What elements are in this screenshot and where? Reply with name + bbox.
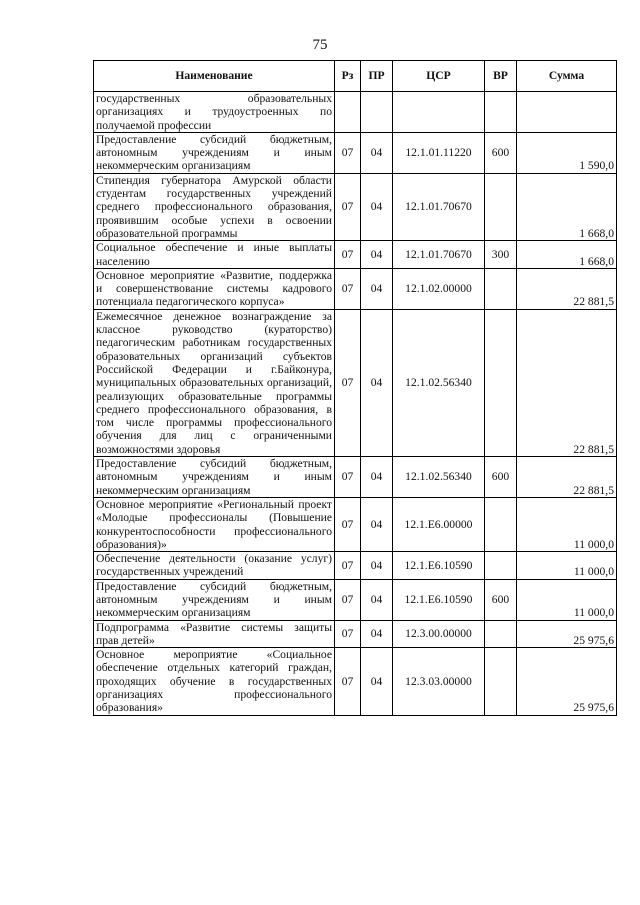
cell-name: Социальное обеспечение и иные выплаты населению: [94, 241, 335, 269]
cell-vr: [485, 173, 517, 240]
cell-csr: 12.1.E6.10590: [393, 579, 485, 620]
cell-name: Ежемесячное денежное вознаграждение за классное руководство (кураторство) педагогическим работникам государственных образовательных организаций субъектов Российской Федерации и г.Байконура, муниципальных образовательных организаций, реализующих образовательные программы среднего профессионального образования, в том числе программы профессионального обучения для лиц с ограниченными возможностями здоровья: [94, 309, 335, 456]
cell-name: Предоставление субсидий бюджетным, автономным учреждениям и иным некоммерческим организациям: [94, 132, 335, 173]
cell-pr: 04: [361, 457, 393, 498]
header-name: Наименование: [94, 61, 335, 92]
cell-pr: 04: [361, 132, 393, 173]
table-row: [94, 579, 617, 620]
cell-csr: 12.3.03.00000: [393, 648, 485, 715]
cell-name: Основное мероприятие «Развитие, поддержка и совершенствование системы кадрового потенциала педагогического корпуса»: [94, 268, 335, 309]
cell-pr: 04: [361, 620, 393, 648]
cell-name: Предоставление субсидий бюджетным, автономным учреждениям и иным некоммерческим организациям: [94, 457, 335, 498]
cell-pr: 04: [361, 268, 393, 309]
cell-sum: 11 000,0: [517, 552, 617, 580]
table-row: [94, 620, 617, 648]
cell-vr: [485, 648, 517, 715]
cell-rz: 07: [335, 241, 361, 269]
cell-sum: 25 975,6: [517, 620, 617, 648]
table-row: [94, 268, 617, 309]
header-csr: ЦСР: [393, 61, 485, 92]
cell-sum: [517, 92, 617, 133]
table-row: [94, 497, 617, 551]
cell-name: Предоставление субсидий бюджетным, автономным учреждениям и иным некоммерческим организациям: [94, 579, 335, 620]
cell-rz: 07: [335, 579, 361, 620]
cell-rz: 07: [335, 620, 361, 648]
cell-vr: [485, 92, 517, 133]
cell-rz: [335, 92, 361, 133]
cell-csr: 12.1.01.70670: [393, 241, 485, 269]
cell-csr: 12.1.E6.00000: [393, 497, 485, 551]
cell-rz: 07: [335, 268, 361, 309]
cell-vr: 600: [485, 132, 517, 173]
cell-sum: 25 975,6: [517, 648, 617, 715]
cell-name: Основное мероприятие «Социальное обеспечение отдельных категорий граждан, проходящих обучение в государственных организациях профессионального образования»: [94, 648, 335, 715]
cell-rz: 07: [335, 132, 361, 173]
cell-csr: 12.1.E6.10590: [393, 552, 485, 580]
cell-name: Обеспечение деятельности (оказание услуг) государственных учреждений: [94, 552, 335, 580]
table-row: [94, 92, 617, 133]
table-row: [94, 241, 617, 269]
cell-pr: 04: [361, 579, 393, 620]
cell-vr: [485, 309, 517, 456]
header-rz: Рз: [335, 61, 361, 92]
header-vr: ВР: [485, 61, 517, 92]
cell-vr: [485, 497, 517, 551]
cell-sum: 11 000,0: [517, 497, 617, 551]
cell-vr: 600: [485, 457, 517, 498]
cell-vr: [485, 268, 517, 309]
cell-csr: 12.1.01.70670: [393, 173, 485, 240]
table-row: [94, 552, 617, 580]
cell-pr: 04: [361, 552, 393, 580]
cell-rz: 07: [335, 309, 361, 456]
header-pr: ПР: [361, 61, 393, 92]
cell-sum: 11 000,0: [517, 579, 617, 620]
cell-sum: 1 668,0: [517, 173, 617, 240]
page-number: 75: [312, 37, 328, 53]
cell-sum: 1 668,0: [517, 241, 617, 269]
cell-name: государственных образовательных организациях и трудоустроенных по получаемой профессии: [94, 92, 335, 133]
cell-sum: 22 881,5: [517, 457, 617, 498]
cell-name: Стипендия губернатора Амурской области студентам государственных учреждений среднего профессионального образования, проявившим особые успехи в освоении образовательной программы: [94, 173, 335, 240]
cell-name: Основное мероприятие «Региональный проект «Молодые профессионалы (Повышение конкурентоспособности профессионального образования)»: [94, 497, 335, 551]
cell-pr: [361, 92, 393, 133]
cell-csr: 12.1.02.00000: [393, 268, 485, 309]
cell-rz: 07: [335, 648, 361, 715]
cell-rz: 07: [335, 497, 361, 551]
header-sum: Сумма: [517, 61, 617, 92]
cell-vr: [485, 552, 517, 580]
table-row: [94, 132, 617, 173]
table-row: [94, 457, 617, 498]
cell-csr: 12.1.02.56340: [393, 309, 485, 456]
table-header-row: [94, 61, 617, 92]
budget-table: [93, 60, 617, 716]
cell-vr: 600: [485, 579, 517, 620]
cell-rz: 07: [335, 173, 361, 240]
cell-vr: 300: [485, 241, 517, 269]
cell-rz: 07: [335, 552, 361, 580]
cell-sum: 1 590,0: [517, 132, 617, 173]
cell-vr: [485, 620, 517, 648]
cell-rz: 07: [335, 457, 361, 498]
cell-pr: 04: [361, 309, 393, 456]
table-row: [94, 173, 617, 240]
cell-csr: [393, 92, 485, 133]
cell-pr: 04: [361, 497, 393, 551]
cell-sum: 22 881,5: [517, 309, 617, 456]
cell-pr: 04: [361, 173, 393, 240]
cell-sum: 22 881,5: [517, 268, 617, 309]
cell-pr: 04: [361, 648, 393, 715]
table-row: [94, 309, 617, 456]
table-row: [94, 648, 617, 715]
cell-csr: 12.3.00.00000: [393, 620, 485, 648]
cell-name: Подпрограмма «Развитие системы защиты прав детей»: [94, 620, 335, 648]
cell-csr: 12.1.01.11220: [393, 132, 485, 173]
cell-pr: 04: [361, 241, 393, 269]
cell-csr: 12.1.02.56340: [393, 457, 485, 498]
